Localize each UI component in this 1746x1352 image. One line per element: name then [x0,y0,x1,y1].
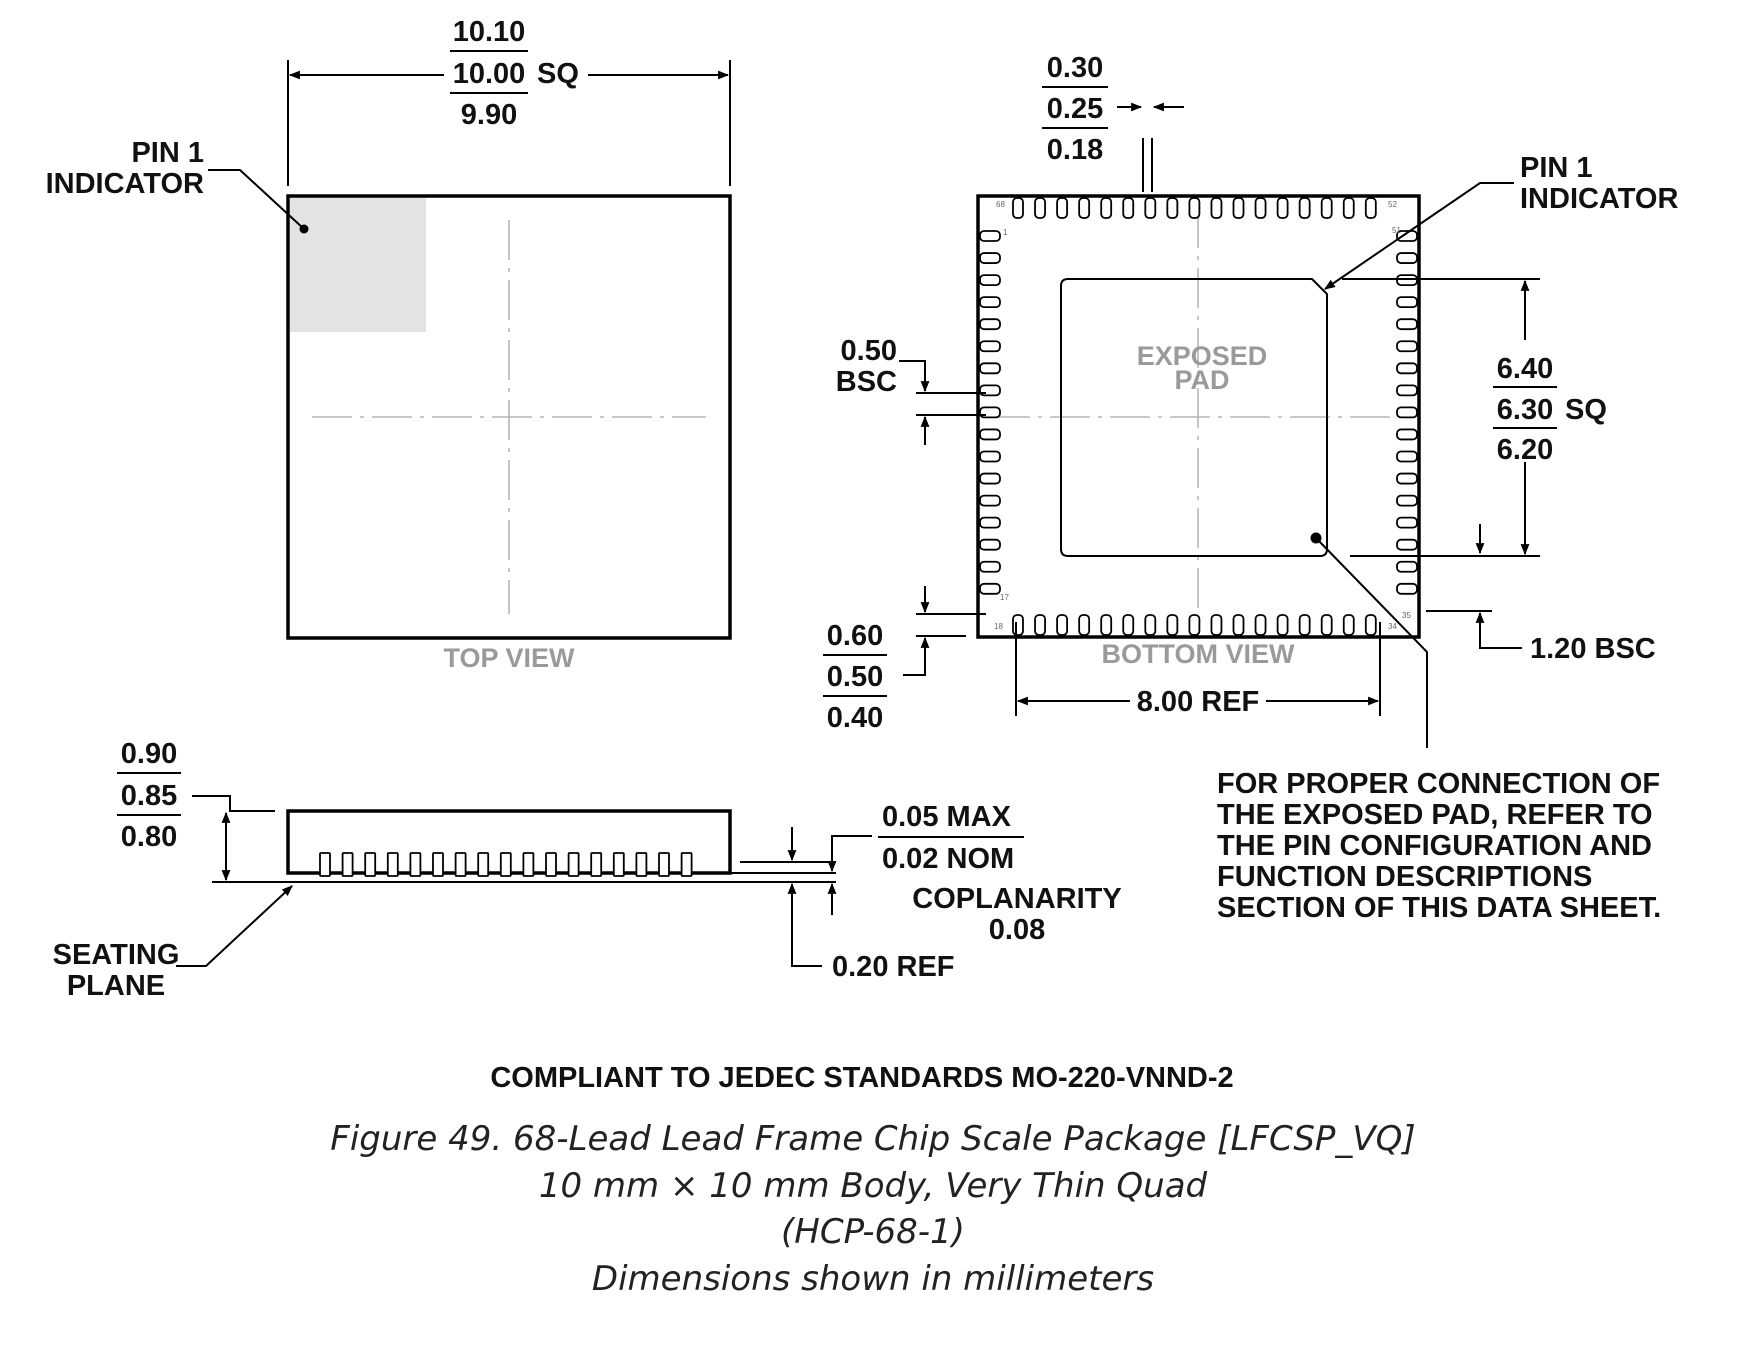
lead-top [1189,198,1199,218]
lead-right [1397,363,1417,373]
side-lead [410,853,420,876]
lead-bottom [1035,615,1045,635]
note-line-5: SECTION OF THIS DATA SHEET. [1217,892,1662,924]
lead-top [1079,198,1089,218]
lead-left [980,275,1000,285]
lead-right [1397,429,1417,439]
lead-right [1397,253,1417,263]
lead-left [980,452,1000,462]
lead-left [980,518,1000,528]
jedec-note: COMPLIANT TO JEDEC STANDARDS MO-220-VNND-2 [490,1062,1234,1094]
note-line-2: THE EXPOSED PAD, REFER TO [1217,799,1653,831]
lead-left [980,319,1000,329]
top-dim-nom: 10.00 [452,58,526,90]
side-lead [478,853,488,876]
lead-left [980,363,1000,373]
lead-left [980,584,1000,594]
pitch-label-1: 0.50 [840,335,897,367]
lead-len-max: 0.60 [826,620,884,652]
top-dim-min: 9.90 [460,99,518,131]
lead-left [980,496,1000,506]
side-lead [591,853,601,876]
lead-bottom [1256,615,1266,635]
side-view-leads [320,853,692,876]
standoff-max: 0.05 MAX [882,801,1011,833]
lead-left [980,429,1000,439]
pin-number-51: 51 [1392,226,1401,235]
lead-left [980,297,1000,307]
lead-bottom [1234,615,1244,635]
lead-bottom [1079,615,1089,635]
pin-number-1: 1 [1003,228,1008,237]
lead-top [1167,198,1177,218]
top-dim-max: 10.10 [452,16,526,48]
top-pin1-label-2: INDICATOR [45,168,204,200]
lead-bottom [1344,615,1354,635]
lead-bottom [1101,615,1111,635]
lead-top [1322,198,1332,218]
lead-bottom [1322,615,1332,635]
pitch-leader [899,361,925,366]
lead-bottom [1123,615,1133,635]
lead-right [1397,319,1417,329]
lead-top [1123,198,1133,218]
pin-number-17: 17 [1000,593,1009,602]
caption-line-3: (HCP-68-1) [781,1212,965,1252]
lead-bottom [1189,615,1199,635]
pad-size-max: 6.40 [1496,353,1554,385]
lead-right [1397,496,1417,506]
note-line-3: THE PIN CONFIGURATION AND [1217,830,1652,862]
lead-left [980,540,1000,550]
height-min: 0.80 [120,821,178,853]
lead-top [1145,198,1155,218]
lead-right [1397,297,1417,307]
corner-dim: 1.20 BSC [1530,633,1656,665]
lead-len-arrow-2 [903,638,925,675]
lead-bottom [1057,615,1067,635]
bottom-pin1-label-2: INDICATOR [1520,183,1679,215]
side-lead [320,853,330,876]
lead-right [1397,540,1417,550]
lead-bottom [1013,615,1023,635]
caption-line-2: 10 mm × 10 mm Body, Very Thin Quad [538,1166,1208,1206]
ref-leader [792,884,822,966]
standoff-leader [832,836,872,838]
pad-size-nom: 6.30 [1496,394,1554,426]
lead-top [1211,198,1221,218]
side-lead [388,853,398,876]
bottom-pin1-label-1: PIN 1 [1520,152,1593,184]
side-lead [433,853,443,876]
bottom-view-label: BOTTOM VIEW [1101,639,1295,669]
note-line-1: FOR PROPER CONNECTION OF [1217,768,1661,800]
side-lead [343,853,353,876]
lead-len-nom: 0.50 [826,661,884,693]
height-nom: 0.85 [120,780,178,812]
standoff-nom: 0.02 NOM [882,843,1015,875]
bottom-view [823,52,1678,924]
lead-top [1278,198,1288,218]
seating-label-1: SEATING [52,939,180,971]
pitch-label-2: BSC [835,366,897,398]
side-lead [614,853,624,876]
lead-left [980,474,1000,484]
lead-width-nom: 0.25 [1046,93,1104,125]
side-lead [365,853,375,876]
side-lead [569,853,579,876]
pin-number-18: 18 [994,622,1003,631]
seating-leader [176,886,292,966]
lead-right [1397,385,1417,395]
lead-len-min: 0.40 [826,702,884,734]
lead-left [980,231,1000,241]
lead-top [1366,198,1376,218]
top-view [46,16,730,673]
lead-bottom [1278,615,1288,635]
lead-right [1397,474,1417,484]
lead-bottom [1366,615,1376,635]
seating-label-2: PLANE [66,970,166,1002]
lead-top [1344,198,1354,218]
coplanarity-label-2: 0.08 [988,914,1046,946]
lead-bottom [1211,615,1221,635]
lead-right [1397,452,1417,462]
lead-left [980,341,1000,351]
lead-bottom [1300,615,1310,635]
lead-right [1397,584,1417,594]
lead-bottom [1145,615,1155,635]
side-lead [636,853,646,876]
ref-dim: 0.20 REF [832,951,955,983]
side-view [53,738,1122,1002]
lead-right [1397,407,1417,417]
note-line-4: FUNCTION DESCRIPTIONS [1217,861,1593,893]
height-max: 0.90 [120,738,178,770]
pin-number-34: 34 [1388,622,1397,631]
pin-number-52: 52 [1388,200,1397,209]
lead-right [1397,341,1417,351]
lead-top [1101,198,1111,218]
span-dim: 8.00 REF [1136,686,1260,718]
side-lead [501,853,511,876]
pin-number-68: 68 [996,200,1005,209]
lead-left [980,562,1000,572]
lead-bottom [1167,615,1177,635]
pin1-shaded-region [290,196,426,332]
exposed-pad-label-2: PAD [1174,365,1230,395]
side-lead [523,853,533,876]
lead-top [1057,198,1067,218]
top-dim-suffix: SQ [537,58,579,90]
caption-line-4: Dimensions shown in millimeters [591,1259,1155,1299]
lead-left [980,253,1000,263]
top-view-label: TOP VIEW [443,643,575,673]
lead-top [1013,198,1023,218]
lead-top [1035,198,1045,218]
corner-leader [1480,613,1522,648]
coplanarity-label-1: COPLANARITY [912,883,1122,915]
side-lead [682,853,692,876]
lead-top [1234,198,1244,218]
side-lead [659,853,669,876]
lead-right [1397,562,1417,572]
lead-width-min: 0.18 [1046,134,1104,166]
side-lead [546,853,556,876]
caption-line-1: Figure 49. 68-Lead Lead Frame Chip Scale Package [LFCSP_VQ] [330,1119,1416,1159]
side-lead [456,853,466,876]
top-pin1-label-1: PIN 1 [131,137,204,169]
lead-top [1256,198,1266,218]
exposed-pad-label-1: EXPOSED [1136,341,1268,371]
lead-width-max: 0.30 [1046,52,1104,84]
pad-size-suffix: SQ [1565,394,1607,426]
pin-number-35: 35 [1402,611,1411,620]
lead-top [1300,198,1310,218]
pad-size-min: 6.20 [1496,434,1554,466]
lead-right [1397,518,1417,528]
lead-right [1397,275,1417,285]
